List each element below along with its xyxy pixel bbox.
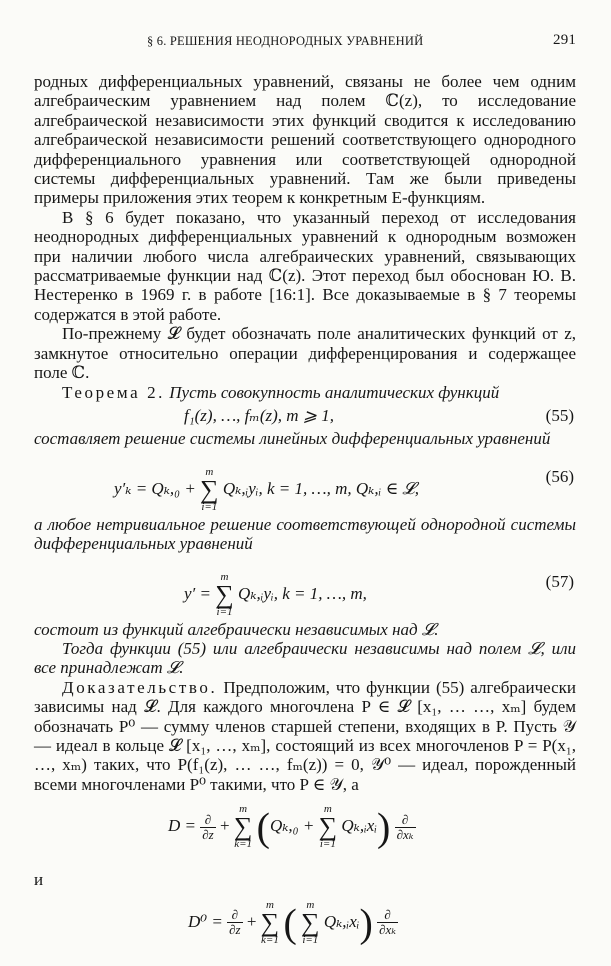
sum-lower-limit: i=1 [201, 500, 218, 513]
plus-sign: + [219, 816, 230, 836]
equation-57 [34, 560, 576, 618]
fraction-denominator: ∂z [229, 922, 241, 938]
conjunction-and: и [34, 870, 44, 890]
proof-label: Доказательство. [62, 677, 218, 697]
sum-lower-limit: i=1 [302, 933, 319, 946]
theorem-2 [34, 383, 576, 402]
running-header [0, 32, 611, 52]
equation-D0-body: D⁰ = $\frac{\partial}{\partial z}$ + m ∑ k=1 ( m ∑ i=1 Qₖ,ᵢxᵢ) $\frac{\partial}{\text{∂xₖ}}$ [188, 898, 396, 946]
fraction-denominator: ∂xₖ [379, 922, 396, 938]
equation-56-rhs: Qₖ,ᵢyᵢ, k = 1, …, m, Qₖ,ᵢ ∈ 𝓛, [222, 478, 420, 498]
partial-z-fraction [227, 908, 242, 937]
fraction-numerator: ∂ [227, 908, 242, 923]
equation-56 [34, 455, 576, 513]
outer-sum-symbol: m ∑ k=1 [260, 898, 280, 946]
sum-upper-limit: m [323, 803, 332, 816]
sum-lower-limit: k=1 [261, 933, 279, 946]
paragraph-1: родных дифференциальных уравнений, связаны не более чем одним алгебраическим уравнением над полем ℂ(z), то исследование алгебраической независимости этих функций сводится к исследованию алгебраической независимости решений соответствующего однородного дифференциального уравнения или соответствующей однородной системы дифференциальных уравнений. Там же были приведены примеры приложения этих теорем к конкретным E-функциям. [34, 72, 576, 208]
equation-56-lhs: y′ₖ = Qₖ,₀ + [114, 478, 196, 498]
sum-upper-limit: m [205, 465, 214, 478]
sum-upper-limit: m [265, 898, 274, 911]
equation-55 [34, 406, 576, 425]
theorem-after-57: состоит из функций алгебраически независимых над 𝓛. [34, 619, 439, 639]
partial-x-fraction [377, 908, 398, 937]
theorem-statement: Пусть совокупность аналитических функций [169, 382, 500, 402]
equation-57-body [184, 572, 367, 618]
inner-sum-symbol: m ∑ i=1 [301, 898, 320, 946]
fraction-numerator: ∂ [395, 813, 416, 828]
inner-sum-symbol: m ∑ i=1 [318, 803, 338, 851]
equation-57-number: (57) [545, 571, 574, 591]
fraction-denominator: ∂xₖ [396, 826, 414, 842]
theorem-label: Теорема 2. [62, 382, 166, 402]
equation-57-lhs: y′ = [184, 583, 211, 603]
paragraph-3: По-прежнему 𝓛 будет обозначать поле аналитических функций от z, замкнутое относительно операции дифференцирования и содержащее поле ℂ. [34, 324, 576, 383]
proof-text: Предположим, что функции (55) алгебраически зависимы над 𝓛. Для каждого многочлена P ∈ 𝓛 [x₁, … …, xₘ] будем обозначать P⁰ — сумму членов старшей степени, входящих в P. Пусть 𝒴 — идеал в кольце 𝓛 [x₁, …, xₘ], состоящий из всех многочленов P = P(x₁, …, xₘ) таких, что P(f₁(z), … …, fₘ(z)) = 0, 𝒴⁰ — идеал, порожденный всеми многочленами P⁰ такими, что P ∈ 𝒴, а [34, 677, 576, 794]
sum-lower-limit: i=1 [216, 605, 233, 618]
fraction-denominator: ∂z [202, 826, 214, 842]
paragraph-2: В § 6 будет показано, что указанный переход от исследования неоднородных дифференциальных уравнений к однородным возможен при наличии любого числа алгебраических уравнений, связывающих рассматриваемые функции над ℂ(z). Этот переход был обоснован Ю. В. Нестеренко в 1969 г. в работе [16:1]. Все доказываемые в § 7 теоремы содержатся в этой работе. [34, 207, 576, 324]
running-head-title: § 6. РЕШЕНИЯ НЕОДНОРОДНЫХ УРАВНЕНИЙ [147, 34, 424, 48]
sum-lower-limit: k=1 [234, 838, 252, 851]
inner-sum-term: Qₖ,ᵢxᵢ [341, 816, 378, 836]
page-number: 291 [553, 32, 577, 48]
inner-term: Qₖ,₀ + [269, 816, 315, 836]
partial-z-fraction [200, 813, 215, 842]
sum-symbol: m ∑ i=1 [215, 570, 234, 618]
page-body [34, 72, 576, 966]
plus-sign: + [246, 911, 257, 931]
partial-x-fraction [395, 813, 416, 842]
equation-D-body: D = $\frac{\partial}{\partial z}$ + m ∑ k=1 (Qₖ,₀ + m ∑ i=1 Qₖ,ᵢxᵢ) $\frac{\partial}{\text{∂xₖ}}$ [168, 803, 414, 851]
proof-paragraph [34, 678, 576, 794]
sum-upper-limit: m [306, 898, 315, 911]
theorem-after-56: а любое нетривиальное решение соответствующей однородной системы дифференциальных уравнений [34, 514, 576, 554]
inner-sum-term: Qₖ,ᵢxᵢ [323, 911, 360, 931]
equation-D-lhs: D = [168, 816, 196, 836]
sum-lower-limit: i=1 [319, 838, 336, 851]
equation-56-body [114, 467, 419, 513]
equation-56-number: (56) [545, 466, 574, 486]
equation-D0-lhs: D⁰ = [188, 911, 223, 931]
theorem-after-55: составляет решение системы линейных дифференциальных уравнений [34, 429, 551, 449]
theorem-conclusion: Тогда функции (55) или алгебраически независимы над полем 𝓛, или все принадлежат 𝓛. [34, 638, 576, 678]
equation-D [34, 800, 576, 864]
equation-57-rhs: Qₖ,ᵢyᵢ, k = 1, …, m, [238, 583, 367, 603]
equation-55-number: (55) [545, 405, 574, 425]
sum-upper-limit: m [239, 803, 248, 816]
fraction-numerator: ∂ [200, 813, 215, 828]
fraction-numerator: ∂ [377, 908, 398, 923]
sum-upper-limit: m [220, 570, 229, 583]
equation-55-body: f₁(z), …, fₘ(z), m ⩾ 1, [184, 405, 335, 425]
sum-symbol: m ∑ i=1 [200, 465, 219, 513]
outer-sum-symbol: m ∑ k=1 [233, 803, 253, 851]
